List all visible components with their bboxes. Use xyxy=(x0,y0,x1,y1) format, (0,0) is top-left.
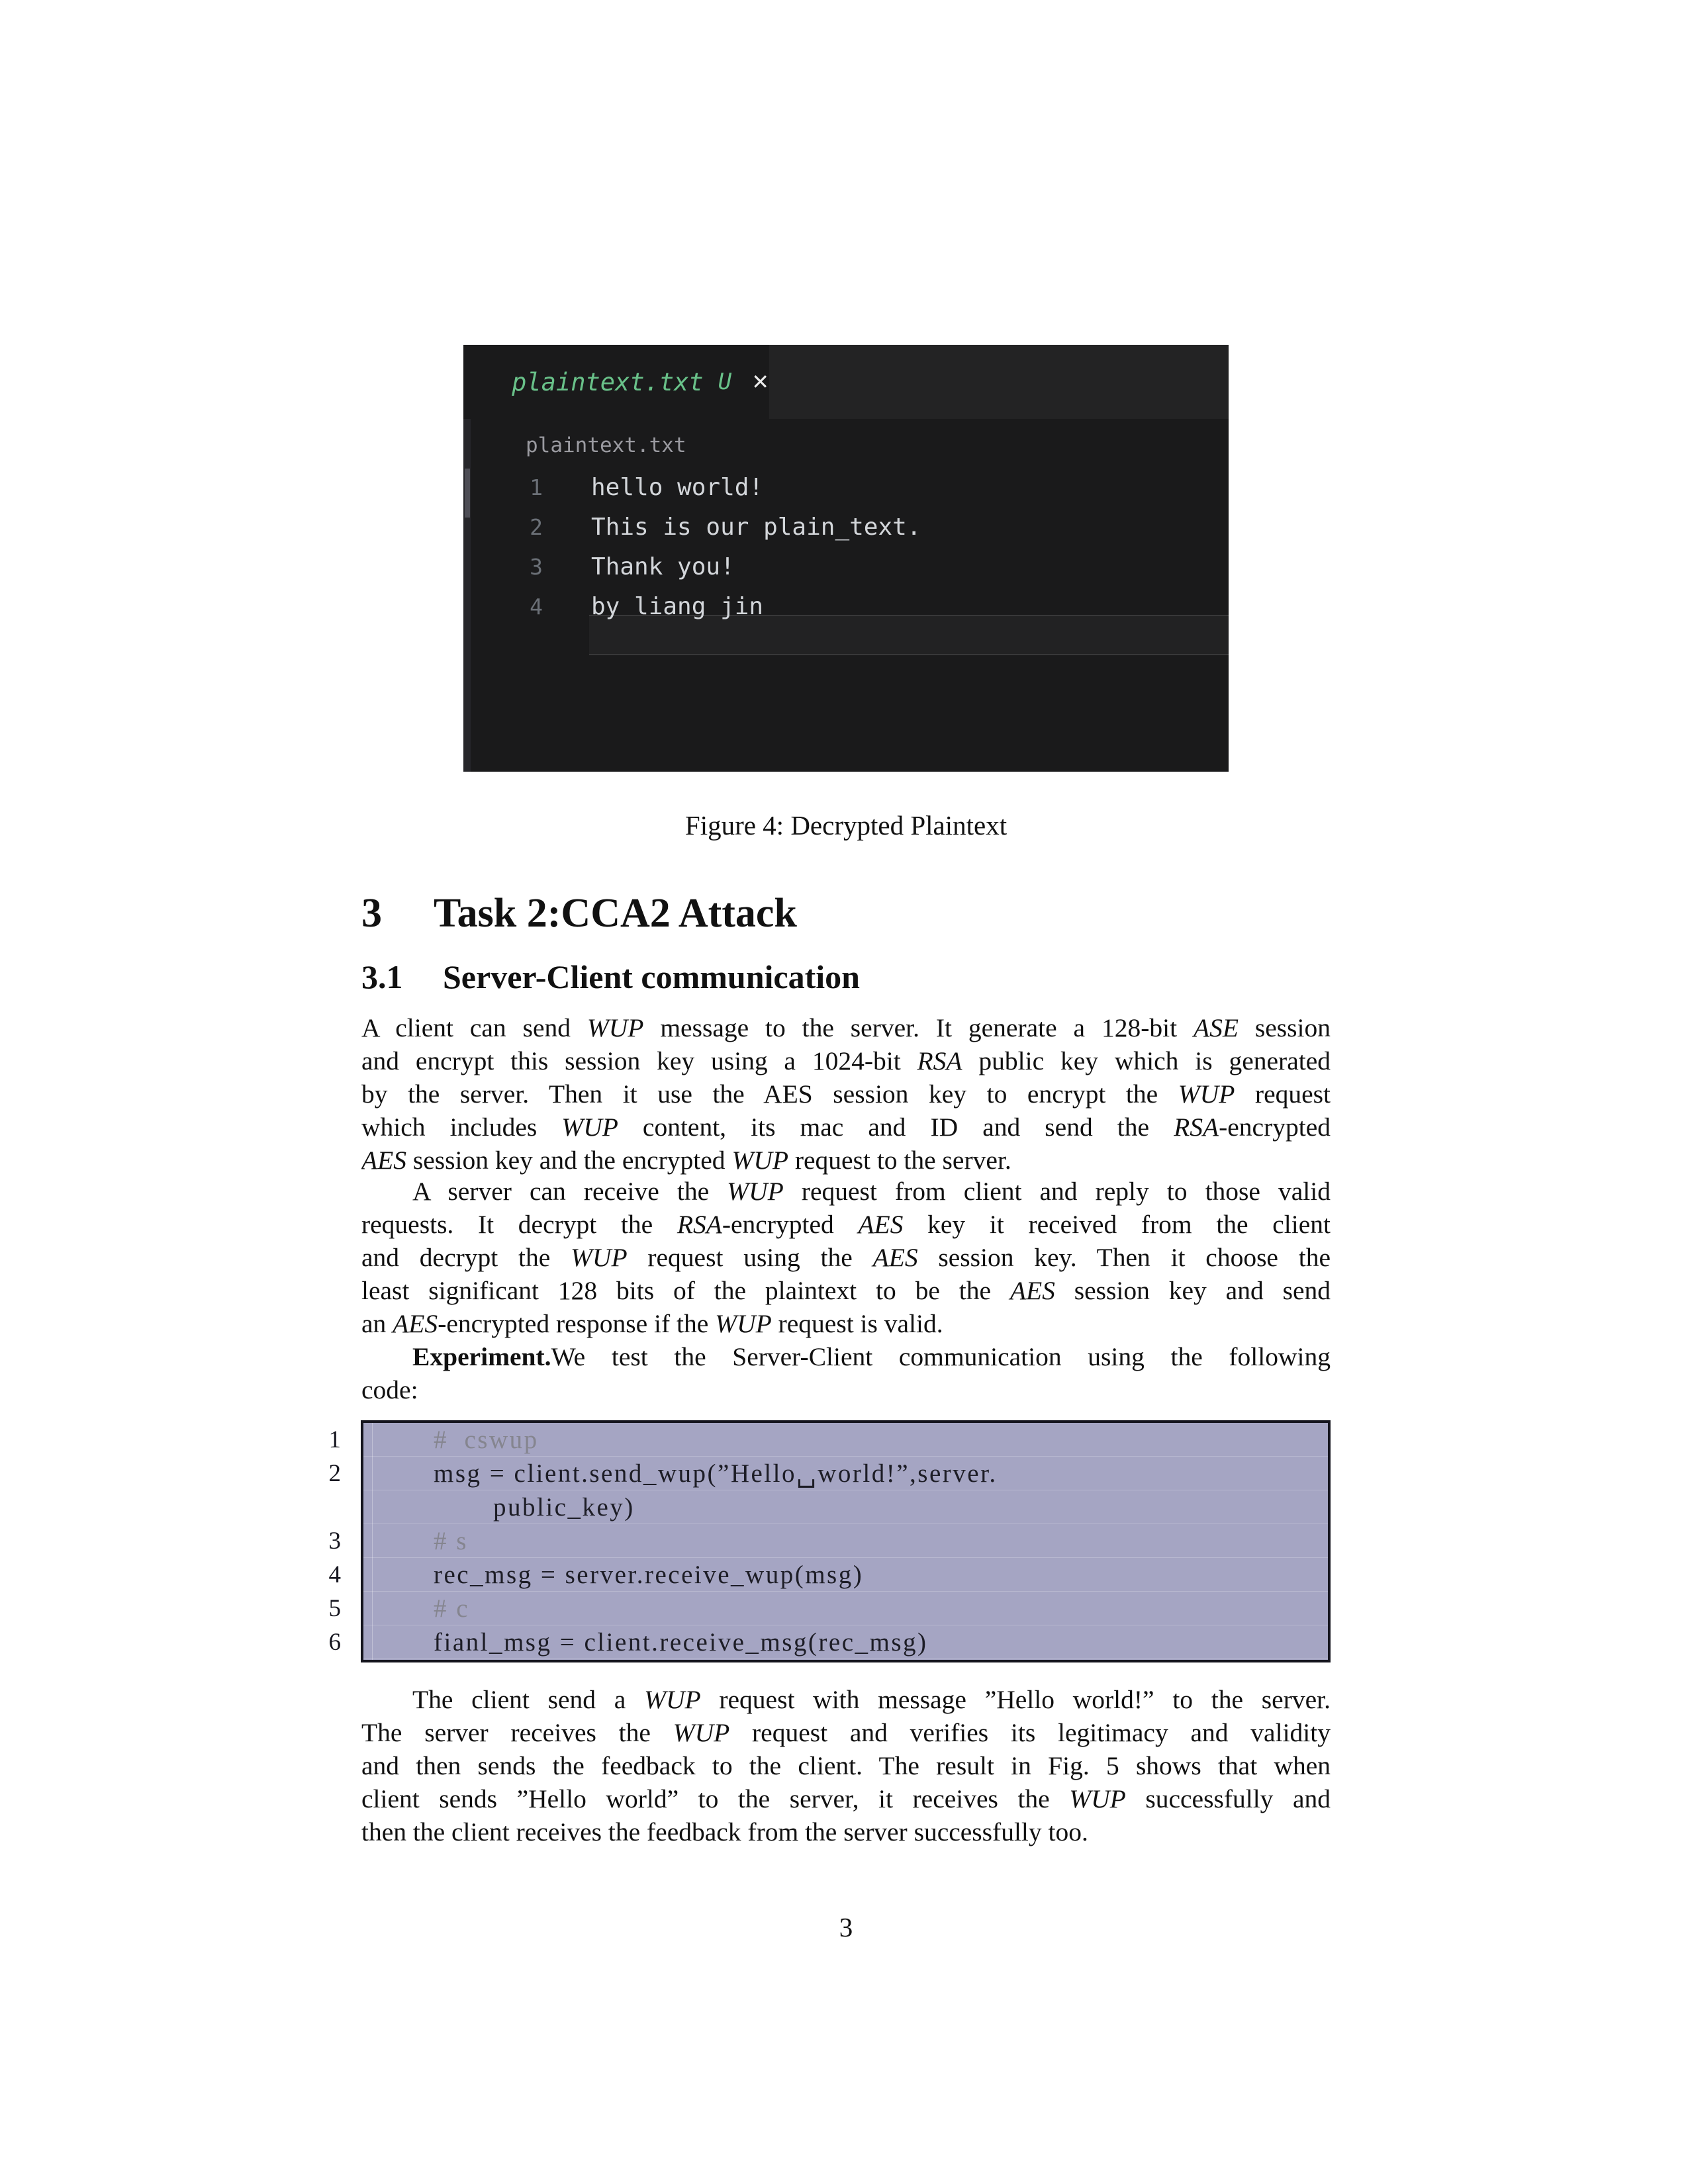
editor-line-number: 2 xyxy=(530,514,543,540)
listing-code-line: # c xyxy=(363,1592,1328,1625)
text-line: AES session key and the encrypted WUP request to the server. xyxy=(361,1146,1011,1175)
editor-line-text: hello world! xyxy=(591,474,764,501)
editor-line-number: 1 xyxy=(530,475,543,500)
listing-code-line: rec_msg = server.receive_wup(msg) xyxy=(363,1558,1328,1592)
text-line: requests. It decrypt the RSA-encrypted AES key it received from the client xyxy=(361,1210,1331,1239)
text-line: client sends ”Hello world” to the server, it receives the WUP successfully and xyxy=(361,1784,1331,1813)
section-heading xyxy=(361,890,797,937)
text-line: and encrypt this session key using a 1024-bit RSA public key which is generated xyxy=(361,1046,1331,1075)
section-number: 3 xyxy=(361,891,382,936)
code-listing xyxy=(361,1420,1331,1662)
paragraph-result xyxy=(361,1683,1331,1848)
subsection-title: Server-Client communication xyxy=(443,958,860,995)
text-line: The client send a WUP request with message ”Hello world!” to the server. xyxy=(412,1685,1331,1714)
subsection-heading xyxy=(361,958,860,996)
text-line: and then sends the feedback to the client. The result in Fig. 5 shows that when xyxy=(361,1751,1331,1780)
listing-line-number: 2 xyxy=(328,1460,341,1487)
editor-area xyxy=(463,419,1229,772)
figure-caption: Figure 4: Decrypted Plaintext xyxy=(684,810,1008,841)
editor-code-lines xyxy=(463,468,1229,627)
tab-bar xyxy=(463,345,1229,419)
breadcrumb-filename: plaintext.txt xyxy=(526,433,686,457)
listing-line-number: 3 xyxy=(328,1527,341,1555)
text-line: an AES-encrypted response if the WUP request is valid. xyxy=(361,1309,943,1338)
close-icon[interactable]: ✕ xyxy=(751,369,769,394)
listing-line-number xyxy=(278,1490,341,1524)
text-line: code: xyxy=(361,1375,418,1404)
paragraph-client-send xyxy=(361,1011,1331,1177)
editor-line[interactable] xyxy=(463,547,1229,587)
listing-code-line: # s xyxy=(363,1524,1328,1558)
listing-line-number: 1 xyxy=(328,1426,341,1453)
editor-line-number: 4 xyxy=(530,594,543,619)
listing-code-line: public_key) xyxy=(363,1490,1328,1524)
page-number: 3 xyxy=(839,1912,853,1942)
editor-line-text: This is our plain_text. xyxy=(591,514,921,541)
text-line: A client can send WUP message to the server. It generate a 128-bit ASE session xyxy=(361,1013,1331,1042)
editor-line-text: Thank you! xyxy=(591,553,735,580)
listing-code-line: # cswup xyxy=(363,1423,1328,1457)
text-line: A server can receive the WUP request from client and reply to those valid xyxy=(412,1177,1331,1206)
editor-line-current[interactable] xyxy=(463,587,1229,627)
listing-code-line: msg = client.send_wup(”Hello␣world!”,server. xyxy=(363,1457,1328,1490)
editor-line-text: by liang jin xyxy=(591,593,764,620)
listing-line-number: 6 xyxy=(328,1629,341,1656)
git-untracked-badge: U xyxy=(718,369,732,395)
listing-line-number: 4 xyxy=(328,1561,341,1588)
text-line: by the server. Then it use the AES session key to encrypt the WUP request xyxy=(361,1079,1331,1109)
listing-code-line: fianl_msg = client.receive_msg(rec_msg) xyxy=(363,1625,1328,1659)
tab-filename: plaintext.txt xyxy=(512,367,704,396)
subsection-number: 3.1 xyxy=(361,958,403,995)
listing-line-number: 5 xyxy=(328,1595,341,1622)
text-line: Experiment.We test the Server-Client communication using the following xyxy=(412,1342,1331,1371)
text-line: The server receives the WUP request and verifies its legitimacy and validity xyxy=(361,1718,1331,1747)
text-line: which includes WUP content, its mac and ID and send the RSA-encrypted xyxy=(361,1113,1331,1142)
vscode-screenshot xyxy=(463,345,1229,772)
breadcrumb[interactable] xyxy=(500,431,686,460)
tab-plaintext[interactable] xyxy=(463,345,769,419)
paragraph-server-receive xyxy=(361,1175,1331,1340)
paragraph-experiment xyxy=(361,1340,1331,1406)
listing-rows xyxy=(363,1423,1328,1660)
section-title: Task 2:CCA2 Attack xyxy=(434,891,797,936)
text-line: then the client receives the feedback from the server successfully too. xyxy=(361,1817,1088,1846)
editor-line-number: 3 xyxy=(530,554,543,580)
listing-line-numbers xyxy=(278,1423,341,1659)
editor-line[interactable] xyxy=(463,468,1229,508)
editor-line[interactable] xyxy=(463,508,1229,547)
text-line: least significant 128 bits of the plaintext to be the AES session key and send xyxy=(361,1276,1331,1305)
text-line: and decrypt the WUP request using the AES session key. Then it choose the xyxy=(361,1243,1331,1272)
